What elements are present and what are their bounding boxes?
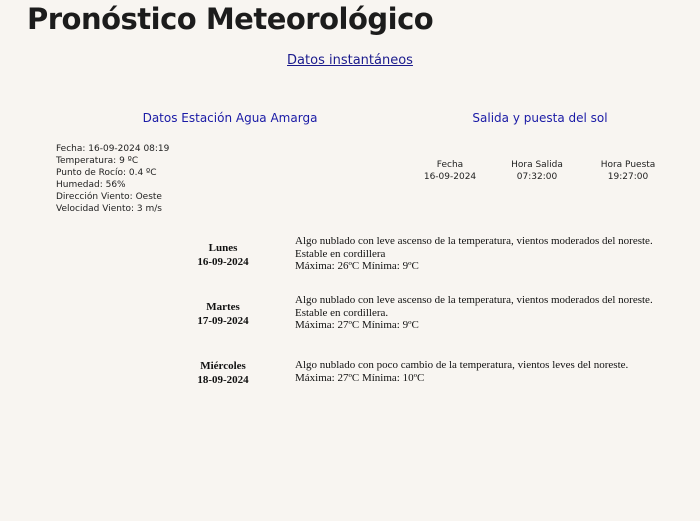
forecast-line: Máxima: 26ºC Mínima: 9ºC: [295, 260, 419, 272]
station-humidity: Humedad: 56%: [56, 180, 126, 190]
forecast-line: Máxima: 27ºC Mínima: 10ºC: [295, 371, 425, 384]
sun-heading: Salida y puesta del sol: [472, 111, 608, 125]
forecast-description: [295, 359, 695, 384]
forecast-line: Algo nublado con poco cambio de la temperatura, vientos leves del noreste.: [295, 359, 629, 371]
station-temperature: Temperatura: 9 ºC: [56, 156, 139, 166]
station-heading: Datos Estación Agua Amarga: [142, 111, 318, 125]
forecast-description: [295, 235, 695, 273]
sunset-column: [588, 159, 668, 183]
sunrise-value: 07:32:00: [516, 172, 558, 182]
station-date: Fecha: 16-09-2024 08:19: [56, 144, 170, 154]
forecast-line: Estable en cordillera: [295, 247, 386, 260]
forecast-day-name: Lunes: [208, 242, 238, 254]
station-wind-speed: Velocidad Viento: 3 m/s: [56, 204, 162, 214]
sunset-value: 19:27:00: [607, 172, 649, 182]
sun-date-column: [410, 159, 490, 183]
sun-date-header: Fecha: [436, 160, 464, 170]
forecast-description: [295, 294, 695, 332]
sunset-header: Hora Puesta: [600, 160, 656, 170]
sunrise-header: Hora Salida: [511, 160, 563, 170]
station-wind-direction: Dirección Viento: Oeste: [56, 192, 162, 202]
forecast-day-name: Martes: [206, 301, 240, 313]
forecast-day-name: Miércoles: [200, 360, 246, 372]
forecast-day-date: 16-09-2024: [197, 256, 249, 268]
forecast-line: Algo nublado con leve ascenso de la temperatura, vientos moderados del noreste.: [295, 235, 653, 247]
forecast-day: [175, 241, 271, 269]
station-dew-point: Punto de Rocío: 0.4 ºC: [56, 168, 157, 178]
forecast-day: [175, 359, 271, 387]
forecast-line: Estable en cordillera.: [295, 306, 389, 319]
sun-date-value: 16-09-2024: [423, 172, 477, 182]
station-data: [56, 143, 169, 215]
forecast-day: [175, 300, 271, 328]
sunrise-column: [497, 159, 577, 183]
forecast-day-date: 17-09-2024: [197, 315, 249, 327]
forecast-day-date: 18-09-2024: [197, 374, 249, 386]
forecast-line: Máxima: 27ºC Mínima: 9ºC: [295, 319, 419, 331]
instant-data-link[interactable]: Datos instantáneos: [287, 53, 413, 68]
forecast-line: Algo nublado con leve ascenso de la temperatura, vientos moderados del noreste.: [295, 294, 653, 306]
page-title: Pronóstico Meteorológico: [27, 2, 434, 36]
